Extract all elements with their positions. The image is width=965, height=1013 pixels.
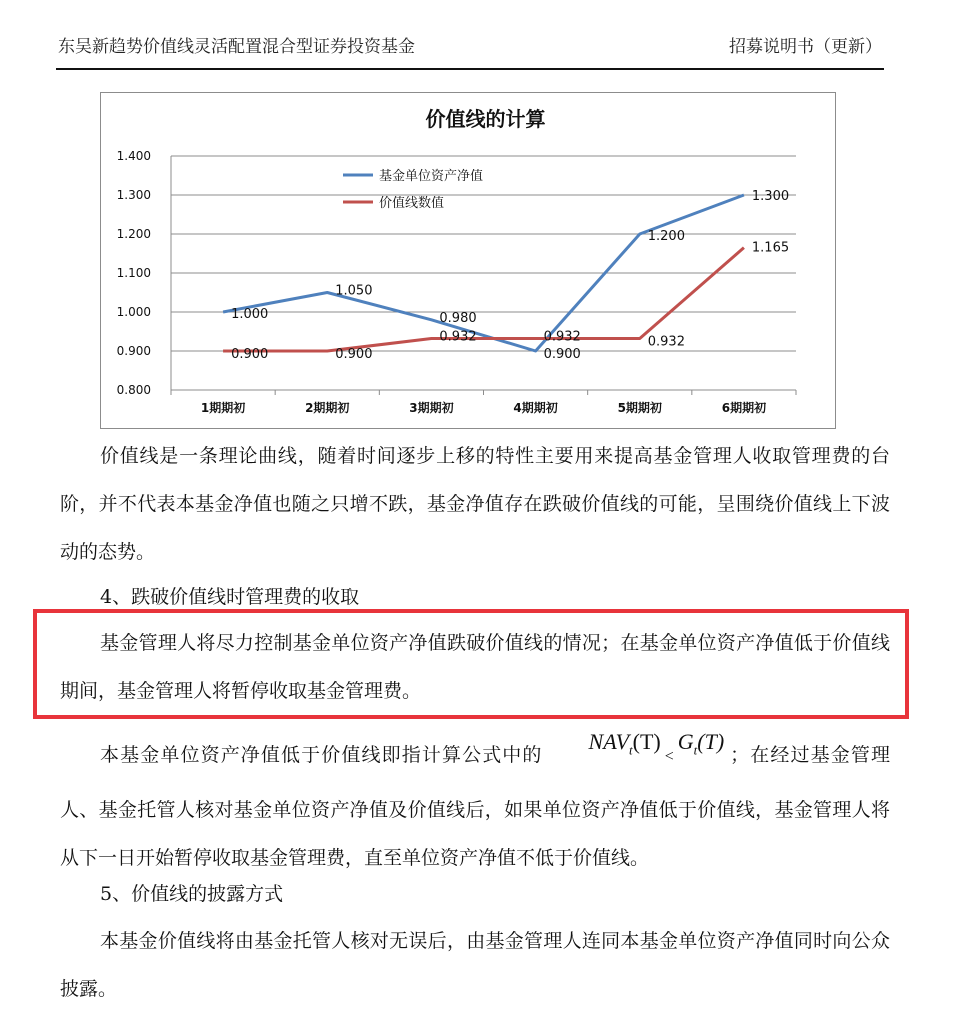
x-tick-label: 6期期初 bbox=[721, 401, 767, 415]
y-tick-label: 1.300 bbox=[116, 188, 151, 202]
formula-g-sub: t bbox=[693, 742, 698, 758]
value-line-data-label: 0.900 bbox=[231, 347, 269, 362]
y-tick-label: 0.800 bbox=[116, 383, 151, 397]
formula-g: G bbox=[677, 729, 694, 754]
para2-end-text: ；在经过基金管理人、基金托管人核对基金单位资产净值及价值线后，如果单位资产净值低于价值线，基金管理人将从下一日开始暂停收取基金管理费，直至单位资产净值不低于价值线。 bbox=[60, 744, 890, 870]
value-line-data-label: 0.932 bbox=[543, 329, 581, 345]
nav-data-label: 1.200 bbox=[647, 229, 685, 244]
chart-title: 价值线的计算 bbox=[425, 107, 546, 131]
value-line-data-label: 0.932 bbox=[647, 334, 685, 350]
nav-data-label: 1.300 bbox=[751, 189, 790, 204]
para2-start-text: 本基金单位资产净值低于价值线即指计算公式中的 bbox=[100, 744, 543, 766]
formula-less-than: < bbox=[664, 748, 674, 765]
y-tick-label: 1.400 bbox=[116, 149, 151, 163]
page-header bbox=[58, 30, 884, 60]
y-tick-label: 1.100 bbox=[116, 266, 151, 280]
heading-disclosure: 5、价值线的披露方式 bbox=[100, 883, 284, 905]
value-line-data-label: 0.932 bbox=[439, 329, 477, 345]
nav-data-label: 0.900 bbox=[543, 347, 581, 362]
nav-data-label: 1.000 bbox=[231, 307, 269, 322]
x-tick-label: 2期期初 bbox=[305, 401, 350, 415]
paragraph-disclosure: 本基金价值线将由基金托管人核对无误后，由基金管理人连同本基金单位资产净值同时向公众披露。 bbox=[60, 930, 890, 1000]
value-line-data-label: 0.900 bbox=[335, 347, 373, 362]
chart-canvas bbox=[101, 93, 835, 428]
value-line-data-label: 1.165 bbox=[751, 240, 790, 256]
paragraph-highlighted-fee-suspension: 基金管理人将尽力控制基金单位资产净值跌破价值线的情况；在基金单位资产净值低于价值线期间，基金管理人将暂停收取基金管理费。 bbox=[60, 632, 890, 702]
formula-nav: NAV bbox=[588, 729, 630, 754]
x-tick-label: 3期期初 bbox=[409, 401, 454, 415]
value-line-chart bbox=[100, 92, 836, 429]
nav-data-label: 0.980 bbox=[439, 310, 477, 326]
x-tick-label: 4期期初 bbox=[513, 401, 558, 415]
legend-label-nav: 基金单位资产净值 bbox=[379, 169, 484, 184]
formula-g-arg: (T) bbox=[697, 729, 725, 754]
y-tick-label: 1.000 bbox=[116, 305, 151, 319]
x-tick-label: 1期期初 bbox=[200, 401, 246, 415]
document-type: 招募说明书（更新） bbox=[729, 37, 882, 57]
formula-nav-arg: (T) bbox=[632, 729, 661, 754]
y-tick-label: 0.900 bbox=[116, 344, 151, 358]
document-title: 东吴新趋势价值线灵活配置混合型证券投资基金 bbox=[58, 37, 415, 57]
formula-nav-sub: t bbox=[629, 742, 633, 758]
paragraph-value-line-explanation: 价值线是一条理论曲线，随着时间逐步上移的特性主要用来提高基金管理人收取管理费的台阶，并不代表本基金净值也随之只增不跌，基金净值存在跌破价值线的可能，呈围绕价值线上下波动的态势。 bbox=[60, 445, 890, 563]
formula-nav-less-than-g bbox=[543, 718, 731, 774]
heading-fee-collection: 4、跌破价值线时管理费的收取 bbox=[100, 586, 360, 608]
paragraph-formula-condition bbox=[60, 730, 890, 882]
x-tick-label: 5期期初 bbox=[617, 401, 662, 415]
nav-data-label: 1.050 bbox=[335, 283, 373, 299]
y-tick-label: 1.200 bbox=[116, 227, 151, 241]
header-divider bbox=[56, 68, 884, 70]
legend-label-value-line: 价值线数值 bbox=[379, 196, 445, 211]
